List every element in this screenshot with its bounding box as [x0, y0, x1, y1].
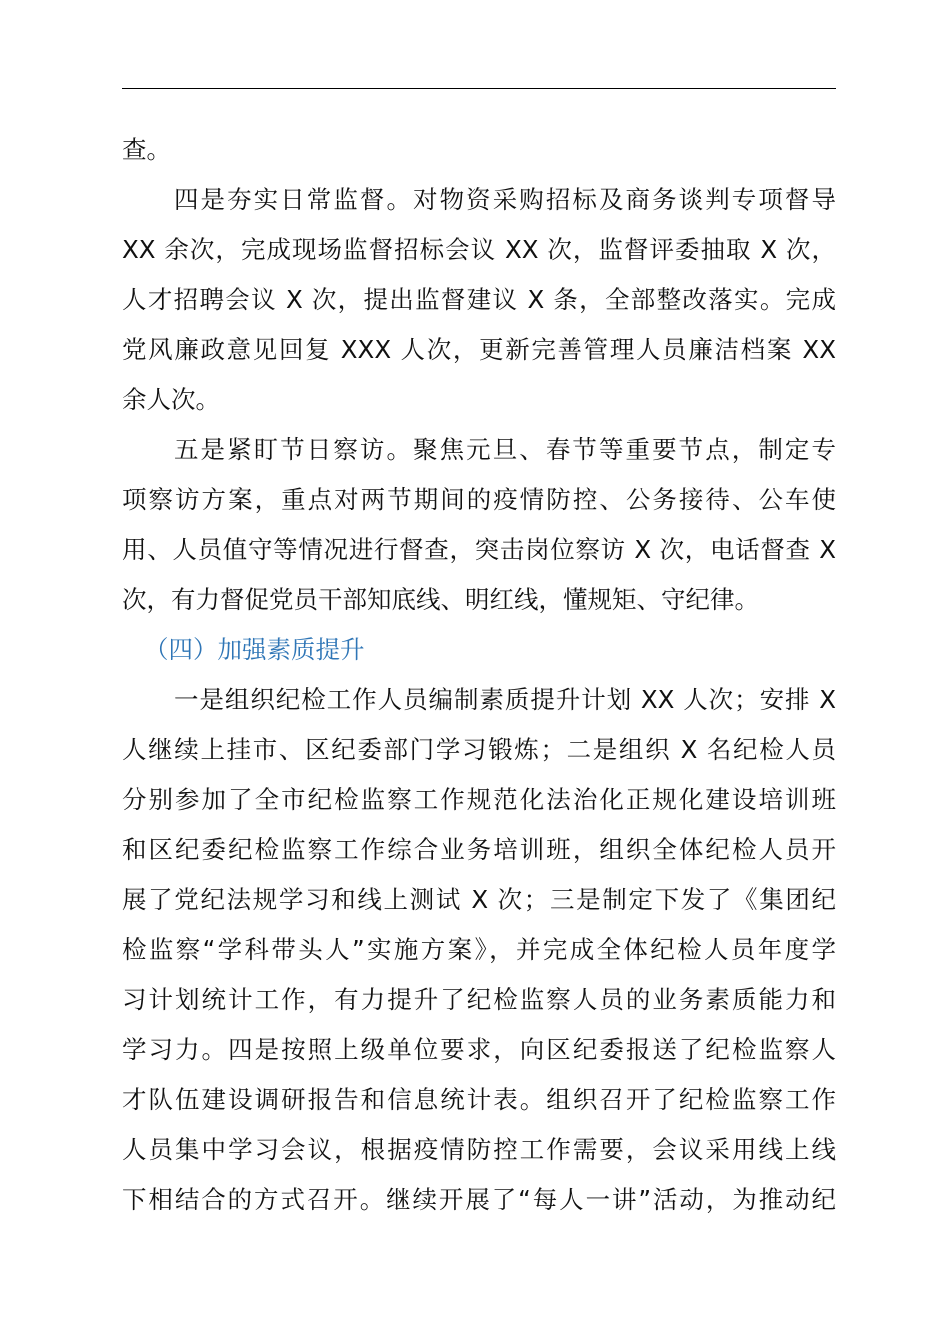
- section-heading: （四）加强素质提升: [144, 635, 365, 664]
- text-line: 党风廉政意见回复 XXX 人次，更新完善管理人员廉洁档案 XX: [122, 335, 836, 364]
- text-line: 分别参加了全市纪检监察工作规范化法治化正规化建设培训班: [122, 785, 836, 814]
- header-rule: [122, 88, 836, 89]
- text-line: 下相结合的方式召开。继续开展了“每人一讲”活动，为推动纪: [122, 1185, 836, 1214]
- text-line: 余人次。: [122, 385, 220, 414]
- paragraph-first-line: 一是组织纪检工作人员编制素质提升计划 XX 人次；安排 X: [174, 685, 836, 714]
- text-line: 查。: [122, 135, 171, 164]
- text-line: 习计划统计工作，有力提升了纪检监察人员的业务素质能力和: [122, 985, 836, 1014]
- text-line: 次，有力督促党员干部知底线、明红线，懂规矩、守纪律。: [122, 585, 759, 614]
- text-line: 检监察“学科带头人”实施方案》，并完成全体纪检人员年度学: [122, 935, 836, 964]
- text-line: 和区纪委纪检监察工作综合业务培训班，组织全体纪检人员开: [122, 835, 836, 864]
- text-line: 人员集中学习会议，根据疫情防控工作需要，会议采用线上线: [122, 1135, 836, 1164]
- text-line: XX 余次，完成现场监督招标会议 XX 次，监督评委抽取 X 次，: [122, 235, 836, 264]
- text-line: 人继续上挂市、区纪委部门学习锻炼；二是组织 X 名纪检人员: [122, 735, 836, 764]
- text-line: 用、人员值守等情况进行督查，突击岗位察访 X 次，电话督查 X: [122, 535, 836, 564]
- text-line: 才队伍建设调研报告和信息统计表。组织召开了纪检监察工作: [122, 1085, 836, 1114]
- text-line: 项察访方案，重点对两节期间的疫情防控、公务接待、公车使: [122, 485, 836, 514]
- text-line: 人才招聘会议 X 次，提出监督建议 X 条，全部整改落实。完成: [122, 285, 836, 314]
- text-line: 展了党纪法规学习和线上测试 X 次；三是制定下发了《集团纪: [122, 885, 836, 914]
- document-body: [122, 125, 836, 1225]
- paragraph-first-line: 五是紧盯节日察访。聚焦元旦、春节等重要节点，制定专: [174, 435, 836, 464]
- text-line: 学习力。四是按照上级单位要求，向区纪委报送了纪检监察人: [122, 1035, 836, 1064]
- paragraph-first-line: 四是夯实日常监督。对物资采购招标及商务谈判专项督导: [174, 185, 836, 214]
